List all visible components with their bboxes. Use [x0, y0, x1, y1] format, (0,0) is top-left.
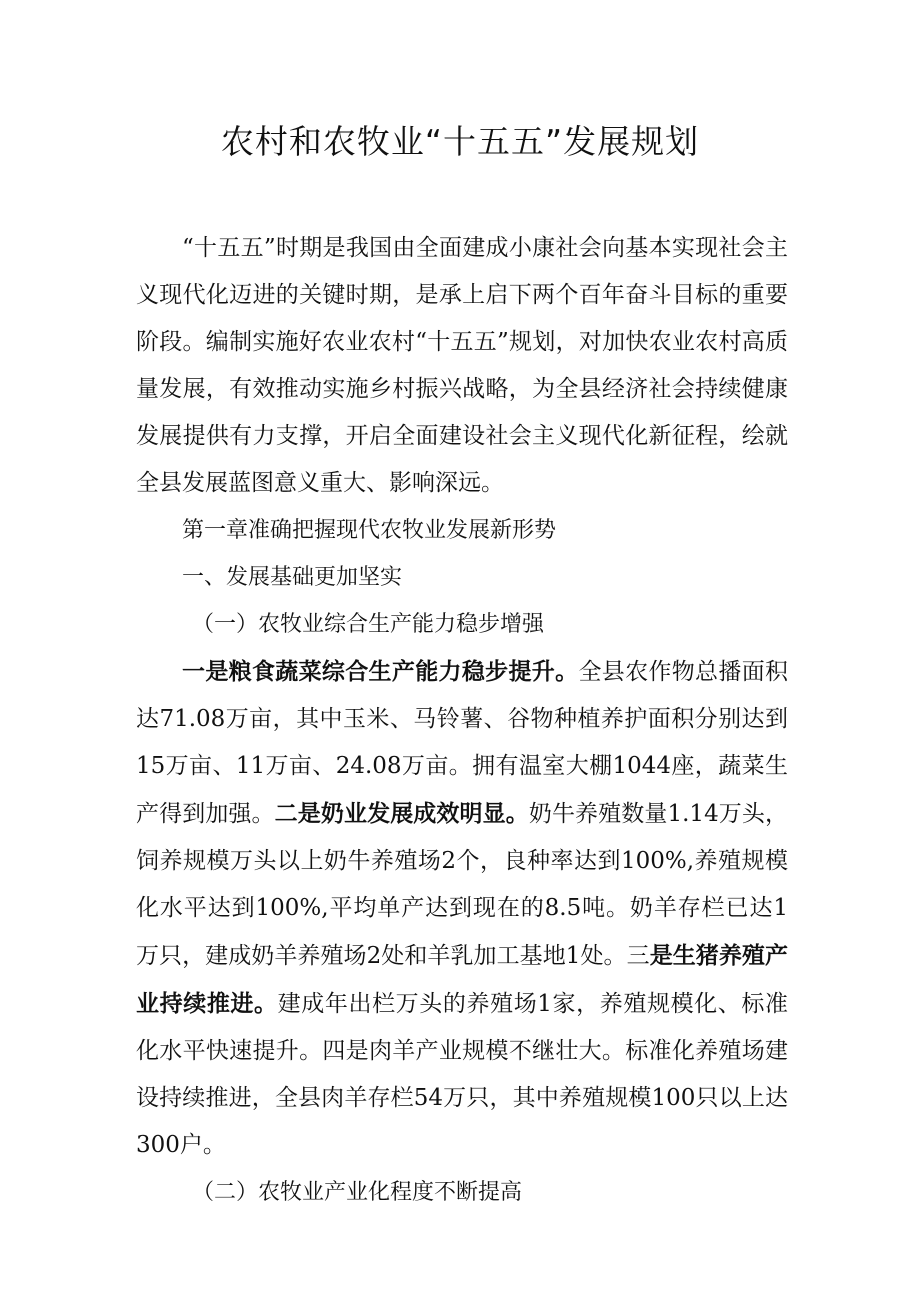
dairy-text: 奶牛养殖数量1.14万头，饲养规模万头以上奶牛养殖场2个，良种率达到100%,养殖规模化水平达到100%,平均单产达到现在的8.5吨。奶羊存栏已达1万只，建成奶羊养殖场2处和羊乳加工基地1处。三	[136, 801, 789, 969]
intro-paragraph: “十五五”时期是我国由全面建成小康社会向基本实现社会主义现代化迈进的关键时期，是承上启下两个百年奋斗目标的重要阶段。编制实施好农业农村“十五五”规划，对加快农业农村高质量发展，有效推动实施乡村振兴战略，为全县经济社会持续健康发展提供有力支撑，开启全面建设社会主义现代化新征程，绘就全县发展蓝图意义重大、影响深远。	[136, 235, 788, 496]
chapter-heading: 第一章准确把握现代农牧业发展新形势	[182, 518, 557, 543]
subsection-heading-2: （二）农牧业产业化程度不断提高	[192, 1180, 523, 1205]
pig-sheep-text: 建成年出栏万头的养殖场1家，养殖规模化、标准化水平快速提升。四是肉羊产业规模不继壮大。标准化养殖场建设持续推进，全县肉羊存栏54万只，其中养殖规模100只以上达300户。	[136, 991, 788, 1158]
subsection-heading-1: （一）农牧业综合生产能力稳步增强	[192, 612, 545, 637]
document-title: 农村和农牧业“十五五”发展规划	[220, 122, 700, 161]
bold-lead-grain: 一是粮食蔬菜综合生产能力稳步提升。	[182, 658, 579, 685]
bold-lead-pig: 是生猪养殖产业持续推进。	[136, 942, 788, 1017]
grain-text: 全县农作物总播面积达71.08万亩，其中玉米、马铃薯、谷物种植养护面积分别达到15万亩、11万亩、24.08万亩。拥有温室大棚1044座，蔬菜生产得到加强。	[136, 659, 789, 827]
section-heading: 一、发展基础更加坚实	[182, 565, 403, 590]
bold-lead-dairy: 二是奶业发展成效明显。	[274, 800, 529, 827]
production-paragraph	[136, 648, 788, 1169]
document-body	[136, 225, 788, 1216]
